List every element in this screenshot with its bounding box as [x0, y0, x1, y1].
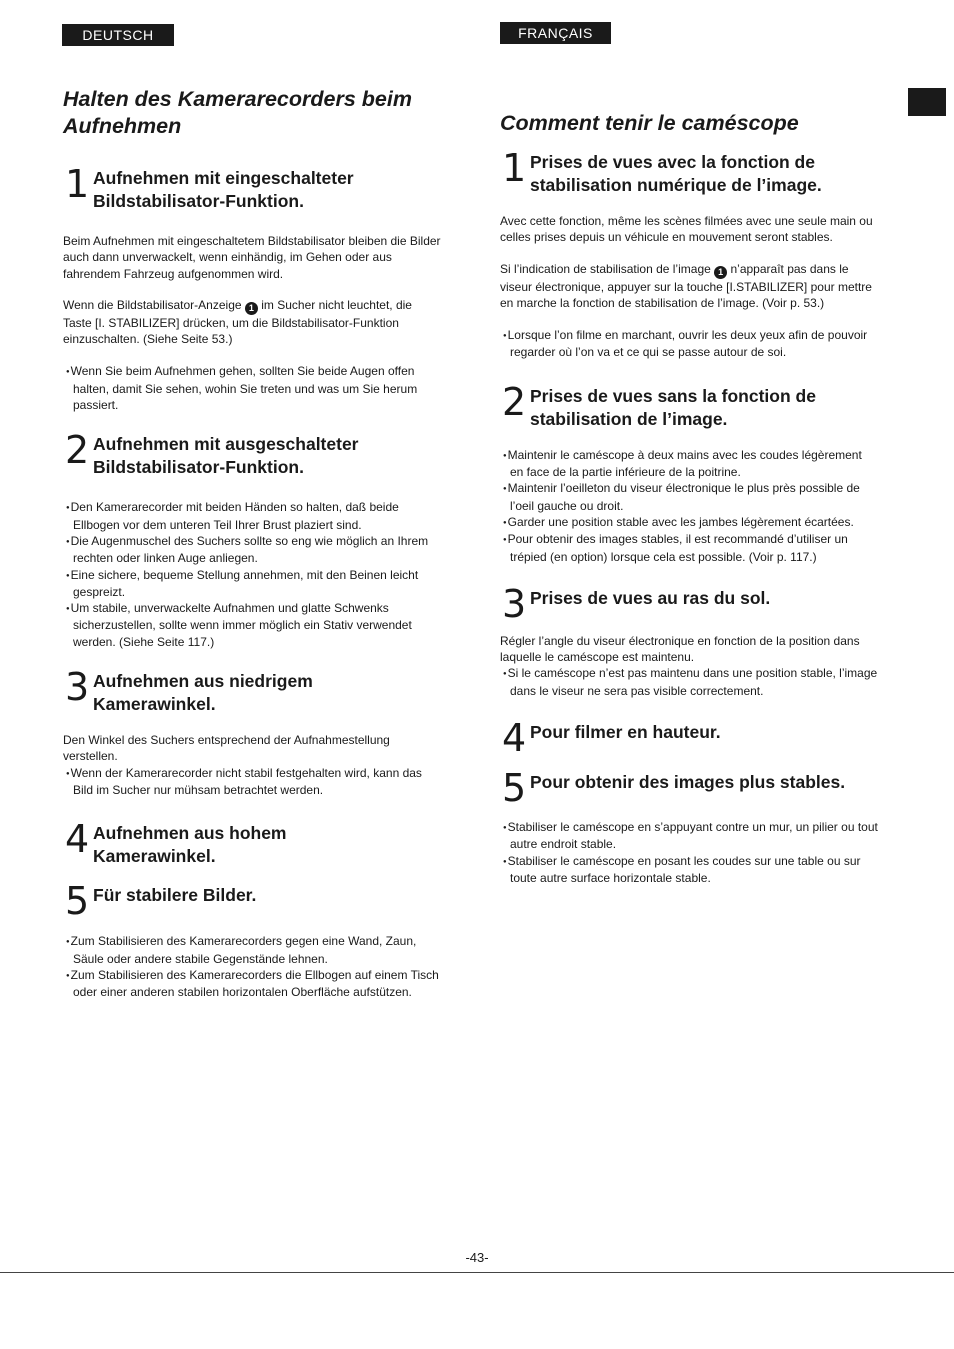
page-number: -43- — [465, 1250, 489, 1265]
stabilizer-indicator-icon: 1 — [245, 302, 258, 315]
section-heading-de-2 — [63, 428, 443, 479]
column-francais — [500, 110, 878, 886]
section-number: 5 — [65, 879, 90, 924]
paragraph: Régler l’angle du viseur électronique en fonction de la position dans laquelle le caméscope est maintenu. — [500, 633, 860, 665]
bullet-item: ● Zum Stabilisieren des Kamerarecorders gegen eine Wand, Zaun, Säule oder andere stabile Gegenstände lehnen. — [63, 933, 443, 967]
section-title: Prises de vues avec la fonction de stabilisation numérique de l’image. — [530, 152, 822, 195]
section-number: 4 — [502, 716, 527, 761]
bullet-item: ● Den Kamerarecorder mit beiden Händen so halten, daß beide Ellbogen vor dem unteren Teil Ihrer Brust plaziert sind. — [63, 499, 443, 533]
section-number: 2 — [502, 379, 527, 424]
page-title-de: Halten des Kamerarecorders beim Aufnehmen — [63, 87, 412, 138]
section-number: 4 — [65, 817, 90, 862]
section-title: Pour filmer en hauteur. — [530, 722, 721, 743]
bullet-item: ● Wenn Sie beim Aufnehmen gehen, sollten Sie beide Augen offen halten, damit Sie sehen, wohin Sie treten und was um Sie herum passiert. — [63, 363, 443, 413]
stabilizer-indicator-icon: 1 — [714, 266, 727, 279]
paragraph: Wenn die Bildstabilisator-Anzeige 1 im Sucher nicht leuchtet, die Taste [I. STABILIZER] drücken, um die Bildstabilisator-Funktion einzuschalten. (Siehe Seite 53.) — [63, 297, 412, 347]
bullet-item: ● Eine sichere, bequeme Stellung annehmen, mit den Beinen leicht gespreizt. — [63, 567, 443, 601]
bullet-item: ● Um stabile, unverwackelte Aufnahmen und glatte Schwenks sicherzustellen, sollte wenn immer möglich ein Stativ verwendet werden. (Siehe Seite 117.) — [63, 600, 443, 650]
section-heading-de-3 — [63, 665, 443, 716]
section-heading-fr-4 — [500, 716, 878, 761]
paragraph: Beim Aufnehmen mit eingeschaltetem Bildstabilisator bleiben die Bilder auch dann unverwackelt, wenn einhändig, im Gehen oder aus fahrendem Fahrzeug aufgenommen wird. — [63, 234, 441, 281]
section-heading-fr-2 — [500, 379, 878, 431]
bullet-item: ● Wenn der Kamerarecorder nicht stabil festgehalten wird, kann das Bild im Sucher nur mühsam betrachtet werden. — [63, 765, 443, 799]
bullet-item: ● Lorsque l’on filme en marchant, ouvrir les deux yeux afin de pouvoir regarder où l’on va et ce qui se passe autour de soi. — [500, 327, 878, 361]
bullet-item: ● Maintenir le caméscope à deux mains avec les coudes légèrement en face de la partie inférieure de la poitrine. — [500, 447, 878, 481]
paragraph: Den Winkel des Suchers entsprechend der Aufnahmestellung verstellen. — [63, 733, 390, 764]
section-number: 1 — [65, 162, 90, 206]
bullet-item: ● Garder une position stable avec les jambes légèrement écartées. — [500, 514, 878, 531]
section-title: Aufnehmen mit ausgeschalteter Bildstabilisator-Funktion. — [93, 434, 359, 478]
lang-tab-deutsch: DEUTSCH — [62, 24, 174, 46]
column-deutsch — [63, 86, 443, 1000]
paragraph: Avec cette fonction, même les scènes filmées avec une seule main ou celles prises depuis un véhicule en mouvement seront stables. — [500, 214, 873, 245]
bullet-item: ● Stabiliser le caméscope en s’appuyant contre un mur, un pilier ou tout autre endroit stable. — [500, 819, 878, 853]
bullet-item: ● Stabiliser le caméscope en posant les coudes sur une table ou sur toute autre surface horizontale stable. — [500, 853, 878, 887]
section-title: Aufnehmen aus hohem Kamerawinkel. — [93, 823, 287, 867]
section-heading-de-1 — [63, 162, 443, 213]
footer-rule — [0, 1272, 954, 1273]
section-heading-de-5 — [63, 879, 443, 924]
section-title: Prises de vues au ras du sol. — [530, 587, 771, 608]
section-title: Pour obtenir des images plus stables. — [530, 772, 846, 793]
section-heading-fr-1 — [500, 146, 878, 197]
section-title: Aufnehmen mit eingeschalteter Bildstabilisator-Funktion. — [93, 168, 354, 211]
bullet-item: ● Si le caméscope n’est pas maintenu dans une position stable, l’image dans le viseur ne sera pas visible correctement. — [500, 665, 878, 699]
section-heading-de-4 — [63, 817, 443, 868]
section-heading-fr-3 — [500, 581, 878, 626]
bullet-item: ● Pour obtenir des images stables, il est recommandé d’utiliser un trépied (en option) lorsque cela est possible. (Voir p. 117.) — [500, 531, 878, 565]
paragraph: Si l’indication de stabilisation de l’image 1 n’apparaît pas dans le viseur électronique, appuyer sur la touche [I.STABILIZER] pour mettre en marche la fonction de stabilisation de l’image. (Voir p. 53.) — [500, 261, 872, 310]
section-number: 3 — [502, 581, 527, 626]
section-marker — [908, 88, 946, 116]
section-title: Für stabilere Bilder. — [93, 885, 257, 906]
section-heading-fr-5 — [500, 766, 878, 811]
section-number: 2 — [65, 428, 90, 473]
section-number: 1 — [502, 146, 527, 190]
bullet-item: ● Maintenir l’oeilleton du viseur électronique le plus près possible de l’oeil gauche ou droit. — [500, 480, 878, 514]
section-number: 5 — [502, 766, 527, 811]
bullet-item: ● Zum Stabilisieren des Kamerarecorders die Ellbogen auf einem Tisch oder einer anderen stabilen horizontalen Oberfläche aufstützen. — [63, 967, 443, 1001]
section-title: Prises de vues sans la fonction de stabilisation de l’image. — [530, 385, 816, 429]
section-number: 3 — [65, 665, 90, 710]
page-title-fr: Comment tenir le caméscope — [500, 111, 799, 135]
section-title: Aufnehmen aus niedrigem Kamerawinkel. — [93, 671, 313, 715]
lang-tab-francais: FRANÇAIS — [500, 22, 611, 44]
bullet-item: ● Die Augenmuschel des Suchers sollte so eng wie möglich an Ihrem rechten oder linken Auge anliegen. — [63, 533, 443, 567]
